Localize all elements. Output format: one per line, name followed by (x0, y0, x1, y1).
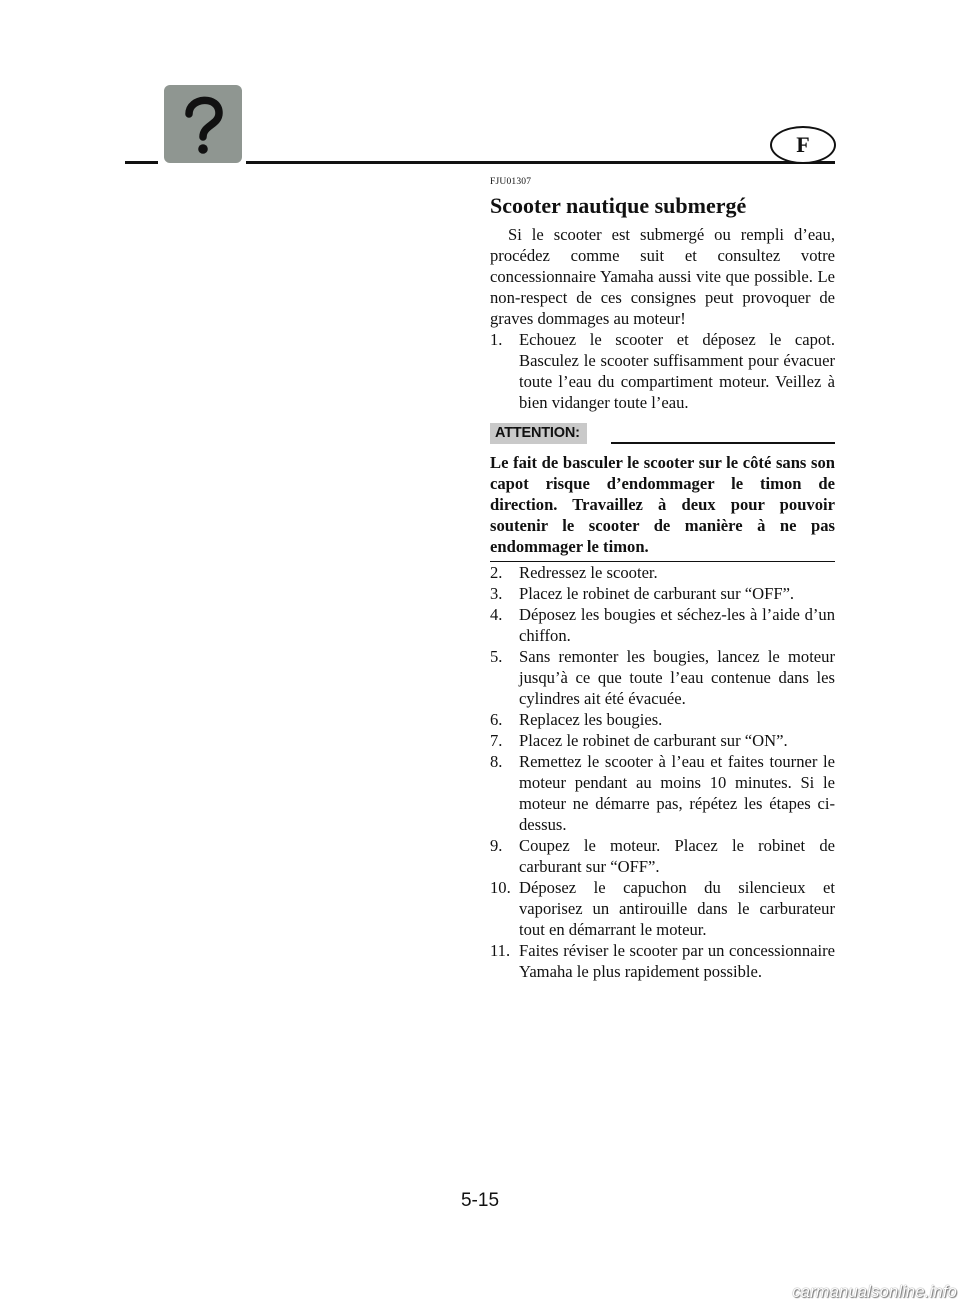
step-number: 2. (490, 563, 503, 582)
page-number: 5-15 (460, 1190, 500, 1211)
step-number: 11. (490, 941, 511, 960)
step-item (490, 329, 835, 413)
step-item (490, 751, 835, 835)
step-text: Placez le robinet de carburant sur “OFF”. (519, 584, 795, 603)
step-number: 1. (490, 330, 503, 349)
step-item (490, 583, 835, 604)
step-number: 3. (490, 584, 503, 603)
step-text: Echouez le scooter et déposez le capot. Basculez le scooter suffisamment pour évacuer toute l’eau du compartiment moteur. Veillez à bien vidanger toute l’eau. (519, 330, 835, 412)
step-item (490, 709, 835, 730)
step-number: 8. (490, 752, 503, 771)
step-text: Déposez les bougies et séchez-les à l’aide d’un chiffon. (519, 605, 835, 645)
step-number: 4. (490, 605, 503, 624)
header-rule-right (246, 161, 835, 164)
manual-section (490, 176, 835, 982)
watermark-text: carmanualsonline.info (792, 1283, 957, 1301)
step-item (490, 646, 835, 709)
step-text: Sans remonter les bougies, lancez le moteur jusqu’à ce que toute l’eau contenue dans les cylindres ait été évacuée. (519, 647, 835, 708)
attention-rule (611, 442, 835, 444)
step-number: 10. (490, 878, 511, 897)
attention-text: Le fait de basculer le scooter sur le côté sans son capot risque d’endommager le timon de direction. Travaillez à deux pour pouvoir soutenir le scooter de manière à ne pas endommager le timon. (490, 452, 835, 562)
step-number: 7. (490, 731, 503, 750)
steps-list-after (490, 562, 835, 982)
step-text: Remettez le scooter à l’eau et faites tourner le moteur pendant au moins 10 minutes. Si le moteur ne démarre pas, répétez les étapes ci-dessus. (519, 752, 835, 834)
attention-label: ATTENTION: (490, 423, 587, 444)
intro-paragraph: Si le scooter est submergé ou rempli d’eau, procédez comme suit et consultez votre concessionnaire Yamaha aussi vite que possible. Le non-respect de ces consignes peut provoquer de graves dommages au moteur! (490, 225, 835, 328)
step-text: Coupez le moteur. Placez le robinet de carburant sur “OFF”. (519, 836, 835, 876)
step-text: Replacez les bougies. (519, 710, 663, 729)
steps-list-before (490, 329, 835, 413)
language-badge: F (770, 126, 836, 164)
step-item (490, 877, 835, 940)
step-number: 6. (490, 710, 503, 729)
step-number: 9. (490, 836, 503, 855)
step-text: Faites réviser le scooter par un concessionnaire Yamaha le plus rapidement possible. (519, 941, 835, 981)
step-item (490, 835, 835, 877)
question-mark-icon (164, 85, 242, 163)
attention-header (490, 423, 835, 445)
step-item (490, 940, 835, 982)
step-item (490, 730, 835, 751)
section-code: FJU01307 (490, 177, 532, 187)
step-text: Redressez le scooter. (519, 563, 658, 582)
step-number: 5. (490, 647, 503, 666)
step-item (490, 562, 835, 583)
step-item (490, 604, 835, 646)
step-text: Placez le robinet de carburant sur “ON”. (519, 731, 788, 750)
section-title: Scooter nautique submergé (490, 193, 747, 218)
header-rule-left (125, 161, 158, 164)
step-text: Déposez le capuchon du silencieux et vaporisez un antirouille dans le carburateur tout en démarrant le moteur. (519, 878, 835, 939)
